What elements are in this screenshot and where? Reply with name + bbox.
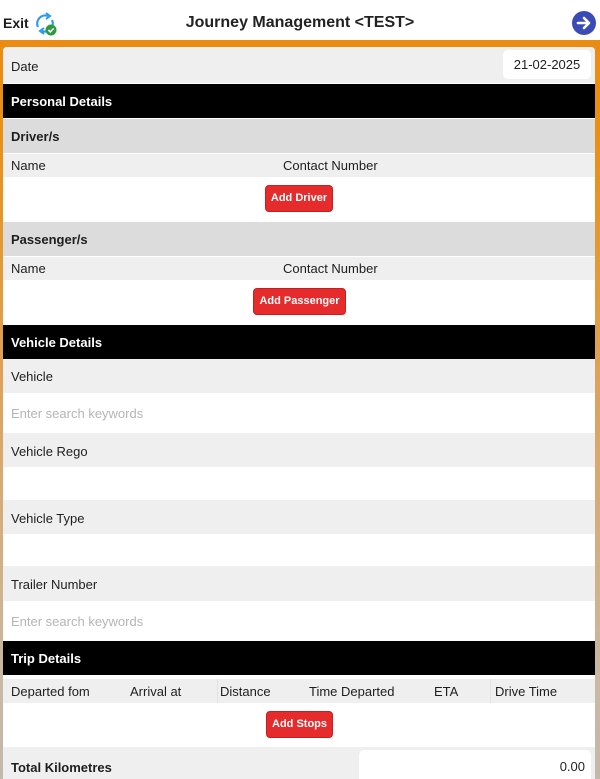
add-passenger-button[interactable]: Add Passenger: [253, 288, 346, 315]
column-contact-number: Contact Number: [283, 158, 378, 173]
date-label: Date: [11, 59, 39, 74]
passengers-header: [3, 222, 595, 256]
trip-stops-list: [3, 703, 595, 747]
drivers-header: [3, 119, 595, 153]
trailer-search-placeholder: Enter search keywords: [11, 614, 144, 629]
column-contact-number: Contact Number: [283, 261, 378, 276]
rego-label-row: [3, 433, 595, 467]
exit-button[interactable]: Exit: [3, 15, 29, 31]
total-kilometres-label: Total Kilometres: [11, 760, 112, 775]
date-row: [3, 47, 595, 83]
vehicle-rego-label: Vehicle Rego: [11, 444, 88, 459]
section-vehicle-details: [3, 325, 595, 359]
drivers-list: [3, 177, 595, 221]
section-title: Trip Details: [11, 651, 82, 666]
type-label-row: [3, 500, 595, 534]
top-bar: [0, 0, 600, 40]
column-time-departed: Time Departed: [309, 684, 395, 699]
column-departed-from: Departed fom: [11, 684, 90, 699]
trailer-number-label: Trailer Number: [11, 577, 98, 592]
section-title: Vehicle Details: [11, 335, 103, 350]
add-driver-button[interactable]: Add Driver: [265, 185, 333, 212]
vehicle-search-input[interactable]: [3, 393, 595, 433]
column-name: Name: [11, 158, 46, 173]
column-divider: [490, 679, 491, 703]
form-frame: [0, 40, 600, 779]
passengers-title: Passenger/s: [11, 232, 88, 247]
vehicle-search-placeholder: Enter search keywords: [11, 406, 144, 421]
vehicle-rego-field[interactable]: [3, 467, 595, 500]
passengers-columns: [3, 257, 595, 280]
column-name: Name: [11, 261, 46, 276]
vehicle-type-label: Vehicle Type: [11, 511, 85, 526]
section-title: Personal Details: [11, 94, 113, 109]
vehicle-label: Vehicle: [11, 369, 53, 384]
total-kilometres-row: [3, 747, 595, 779]
column-arrival-at: Arrival at: [130, 684, 182, 699]
arrow-right-icon: [572, 11, 596, 35]
column-drive-time: Drive Time: [495, 684, 558, 699]
column-divider: [217, 679, 218, 703]
total-kilometres-field[interactable]: 0.00: [359, 750, 591, 779]
next-button[interactable]: [572, 11, 596, 35]
vehicle-type-field[interactable]: [3, 534, 595, 566]
section-personal-details: [3, 84, 595, 118]
passengers-list: [3, 280, 595, 324]
drivers-title: Driver/s: [11, 129, 60, 144]
trip-columns: [3, 679, 595, 703]
page-title: Journey Management <TEST>: [185, 14, 415, 31]
trailer-label-row: [3, 566, 595, 601]
column-distance: Distance: [220, 684, 271, 699]
drivers-columns: [3, 154, 595, 177]
section-trip-details: [3, 641, 595, 675]
column-eta: ETA: [434, 684, 459, 699]
date-field[interactable]: 21-02-2025: [503, 50, 591, 79]
form-sheet: [3, 47, 595, 779]
vehicle-label-row: [3, 359, 595, 393]
add-stops-button[interactable]: Add Stops: [266, 711, 333, 738]
trailer-search-input[interactable]: [3, 601, 595, 641]
